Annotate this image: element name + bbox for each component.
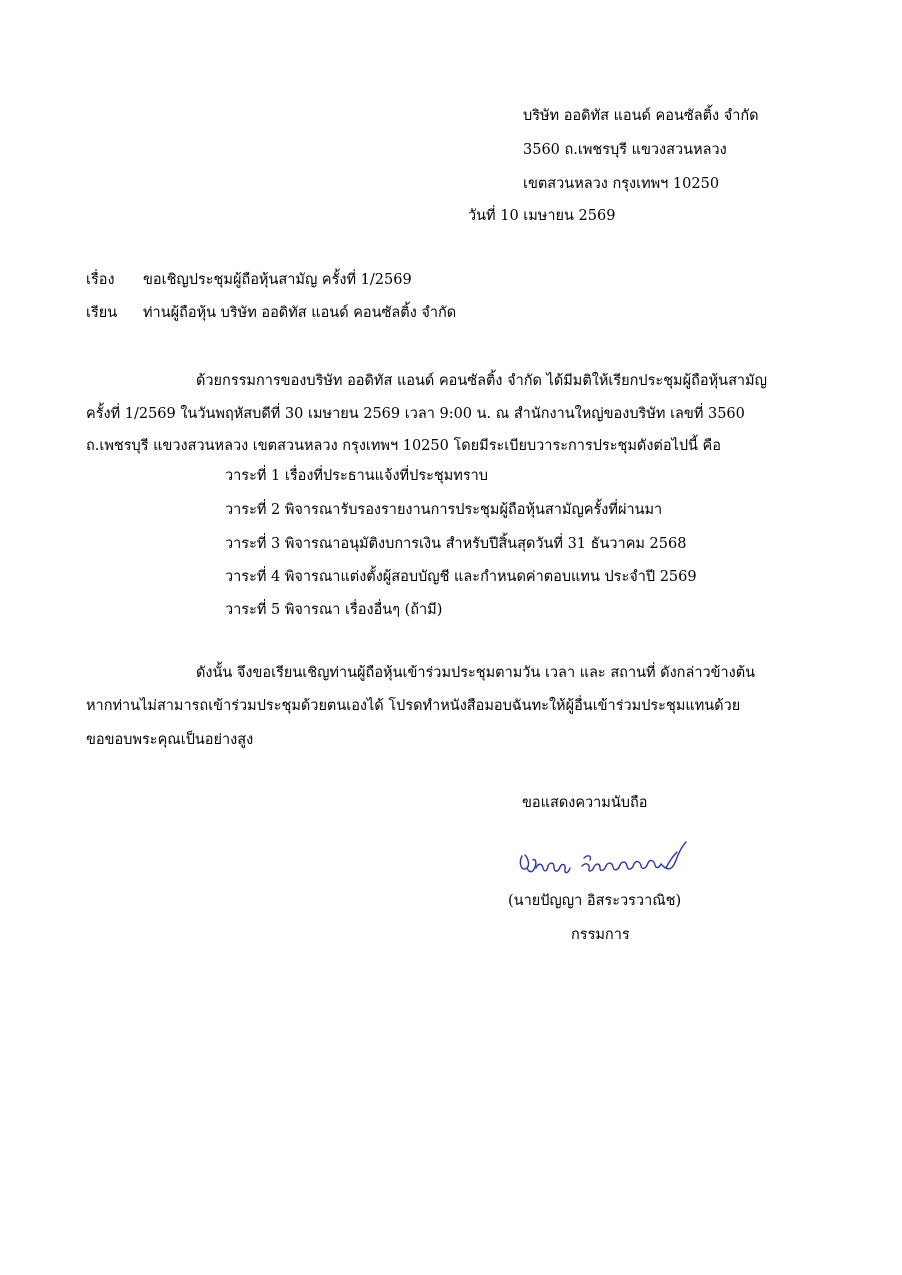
agenda-item: วาระที่ 5 พิจารณา เรื่องอื่นๆ (ถ้ามี): [225, 602, 443, 618]
handwritten-signature: [516, 838, 692, 882]
paragraph-2-line-2: หากท่านไม่สามารถเข้าร่วมประชุมด้วยตนเองได้ โปรดทำหนังสือมอบฉันทะให้ผู้อื่นเข้าร่วมประชุมแทนด้วย: [86, 698, 741, 714]
company-street: 3560 ถ.เพชรบุรี แขวงสวนหลวง: [523, 142, 727, 158]
paragraph-2-line-3: ขอขอบพระคุณเป็นอย่างสูง: [86, 732, 254, 748]
agenda-item: วาระที่ 3 พิจารณาอนุมัติงบการเงิน สำหรับปีสิ้นสุดวันที่ 31 ธันวาคม 2568: [225, 536, 687, 552]
paragraph-1-line-2: ครั้งที่ 1/2569 ในวันพฤหัสบดีที่ 30 เมษายน 2569 เวลา 9:00 น. ณ สำนักงานใหญ่ของบริษัท เลขที่ 3560: [86, 406, 745, 422]
agenda-item: วาระที่ 2 พิจารณารับรองรายงานการประชุมผู้ถือหุ้นสามัญครั้งที่ผ่านมา: [225, 502, 663, 518]
paragraph-1-line-3: ถ.เพชรบุรี แขวงสวนหลวง เขตสวนหลวง กรุงเทพฯ 10250 โดยมีระเบียบวาระการประชุมดังต่อไปนี้ คือ: [86, 438, 721, 454]
agenda-item: วาระที่ 1 เรื่องที่ประธานแจ้งที่ประชุมทราบ: [225, 468, 488, 484]
agenda-item: วาระที่ 4 พิจารณาแต่งตั้งผู้สอบบัญชี และกำหนดค่าตอบแทน ประจำปี 2569: [225, 569, 697, 585]
recipient-text: ท่านผู้ถือหุ้น บริษัท ออดิทัส แอนด์ คอนซัลติ้ง จำกัด: [143, 305, 457, 321]
paragraph-1-line-1: ด้วยกรรมการของบริษัท ออดิทัส แอนด์ คอนซัลติ้ง จำกัด ได้มีมติให้เรียกประชุมผู้ถือหุ้นสามัญ: [196, 373, 767, 389]
signatory-name: (นายปัญญา อิสระวรวาณิช): [508, 893, 682, 909]
letter-date: วันที่ 10 เมษายน 2569: [468, 208, 616, 224]
subject-text: ขอเชิญประชุมผู้ถือหุ้นสามัญ ครั้งที่ 1/2569: [143, 272, 412, 288]
company-name: บริษัท ออดิทัส แอนด์ คอนซัลติ้ง จำกัด: [523, 108, 759, 124]
signatory-position: กรรมการ: [571, 927, 630, 943]
closing-salutation: ขอแสดงความนับถือ: [522, 795, 648, 811]
recipient-label: เรียน: [86, 305, 118, 321]
company-district: เขตสวนหลวง กรุงเทพฯ 10250: [523, 176, 720, 192]
subject-label: เรื่อง: [86, 272, 115, 288]
paragraph-2-line-1: ดังนั้น จึงขอเรียนเชิญท่านผู้ถือหุ้นเข้าร่วมประชุมตามวัน เวลา และ สถานที่ ดังกล่าวข้างต้น: [196, 665, 756, 681]
